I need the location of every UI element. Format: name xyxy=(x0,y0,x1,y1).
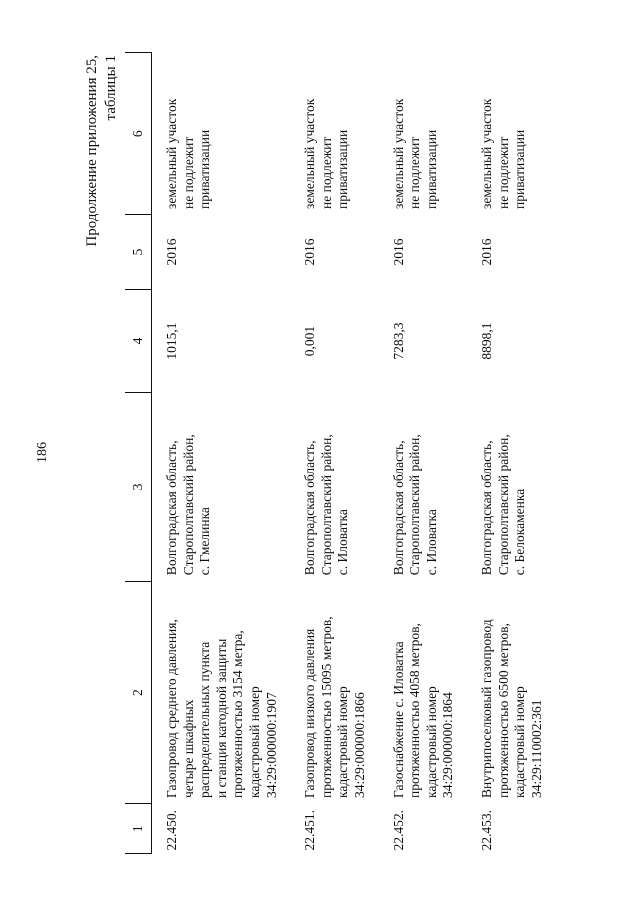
object-name-line: и станция катодной защиты xyxy=(213,638,229,798)
status-cell xyxy=(467,53,555,215)
table-row xyxy=(467,53,555,854)
location-line: Волгоградская область, xyxy=(478,440,494,576)
object-name-line: протяженностью 3154 метра, xyxy=(230,630,246,798)
object-name-line: Внутрипоселковый газопровод xyxy=(478,619,494,798)
object-name-line: Газопровод среднего давления, xyxy=(164,619,179,798)
location-line: Волгоградская область, xyxy=(390,440,406,576)
location-line: Волгоградская область, xyxy=(302,440,318,576)
status-line: земельный участок xyxy=(390,98,406,209)
location-line: Старополтавский район, xyxy=(407,434,423,576)
record-number-cell: 22.452. xyxy=(390,810,406,851)
column-header: 1 xyxy=(125,804,152,854)
object-name-cell xyxy=(152,581,291,804)
object-name-line: протяженностью 15095 метров, xyxy=(318,616,334,798)
object-name-cell xyxy=(379,581,467,804)
year-cell: 2016 xyxy=(164,238,179,266)
column-header: 2 xyxy=(125,581,152,804)
object-name-cell xyxy=(290,581,378,804)
record-number-cell: 22.451. xyxy=(302,810,318,851)
status-cell xyxy=(379,53,467,215)
area-cell: 7283,3 xyxy=(390,322,406,360)
status-cell xyxy=(290,53,378,215)
location-cell xyxy=(379,393,467,581)
location-cell xyxy=(152,393,291,581)
year-cell: 2016 xyxy=(302,238,318,266)
object-name-line: протяженностью 6500 метров, xyxy=(495,623,511,798)
continuation-note xyxy=(83,55,121,247)
object-name-line: кадастровый номер xyxy=(512,686,528,798)
document-sheet xyxy=(25,15,615,890)
status-cell xyxy=(152,53,291,215)
record-number-cell: 22.453. xyxy=(478,810,494,851)
status-line: приватизации xyxy=(423,129,439,209)
status-line: не подлежит xyxy=(318,136,334,209)
object-name-line: кадастровый номер xyxy=(246,686,262,798)
area-cell: 8898,1 xyxy=(478,322,494,360)
year-cell: 2016 xyxy=(390,238,406,266)
object-name-line: кадастровый номер xyxy=(335,686,351,798)
location-line: Старополтавский район, xyxy=(180,434,196,576)
page-number: 186 xyxy=(35,442,50,463)
status-line: не подлежит xyxy=(407,136,423,209)
location-cell xyxy=(290,393,378,581)
location-line: с. Иловатка xyxy=(335,509,351,576)
status-line: не подлежит xyxy=(180,136,196,209)
continuation-line: таблицы 1 xyxy=(103,55,119,121)
table-row xyxy=(290,53,378,854)
table-header-row xyxy=(125,53,152,854)
status-line: земельный участок xyxy=(302,98,318,209)
object-name-line: четыре шкафных xyxy=(180,699,196,798)
object-name-line: кадастровый номер xyxy=(423,686,439,798)
location-line: с. Гмелинка xyxy=(197,507,213,576)
column-header: 5 xyxy=(125,215,152,289)
status-line: земельный участок xyxy=(478,98,494,209)
column-header: 3 xyxy=(125,393,152,581)
location-line: с. Иловатка xyxy=(423,509,439,576)
object-name-line: Газоснабжение с. Иловатка xyxy=(390,641,406,798)
status-line: приватизации xyxy=(197,129,213,209)
year-cell: 2016 xyxy=(478,238,494,266)
object-name-line: 34:29:110002:361 xyxy=(528,699,544,798)
area-cell: 1015,1 xyxy=(164,322,179,360)
object-name-line: распределительных пункта xyxy=(197,641,213,798)
table-row xyxy=(152,53,291,854)
object-name-line: Газопровод низкого давления xyxy=(302,628,318,798)
status-line: приватизации xyxy=(335,129,351,209)
location-line: с. Белокаменка xyxy=(512,488,528,576)
status-line: не подлежит xyxy=(495,136,511,209)
location-cell xyxy=(467,393,555,581)
area-cell: 0,001 xyxy=(302,325,318,357)
status-line: приватизации xyxy=(512,129,528,209)
location-line: Старополтавский район, xyxy=(495,434,511,576)
column-header: 4 xyxy=(125,289,152,393)
record-number-cell: 22.450. xyxy=(164,810,179,851)
object-name-cell xyxy=(467,581,555,804)
status-line: земельный участок xyxy=(164,98,179,209)
column-header: 6 xyxy=(125,53,152,215)
table-row xyxy=(379,53,467,854)
property-register-table xyxy=(125,52,555,854)
object-name-line: 34:29:000000:1907 xyxy=(263,692,279,798)
object-name-line: протяженностью 4058 метров, xyxy=(407,623,423,798)
location-line: Волгоградская область, xyxy=(164,440,179,576)
continuation-line: Продолжение приложения 25, xyxy=(84,55,100,247)
object-name-line: 34:29:000000:1866 xyxy=(351,692,367,798)
location-line: Старополтавский район, xyxy=(318,434,334,576)
object-name-line: 34:29:000000:1864 xyxy=(440,692,456,798)
